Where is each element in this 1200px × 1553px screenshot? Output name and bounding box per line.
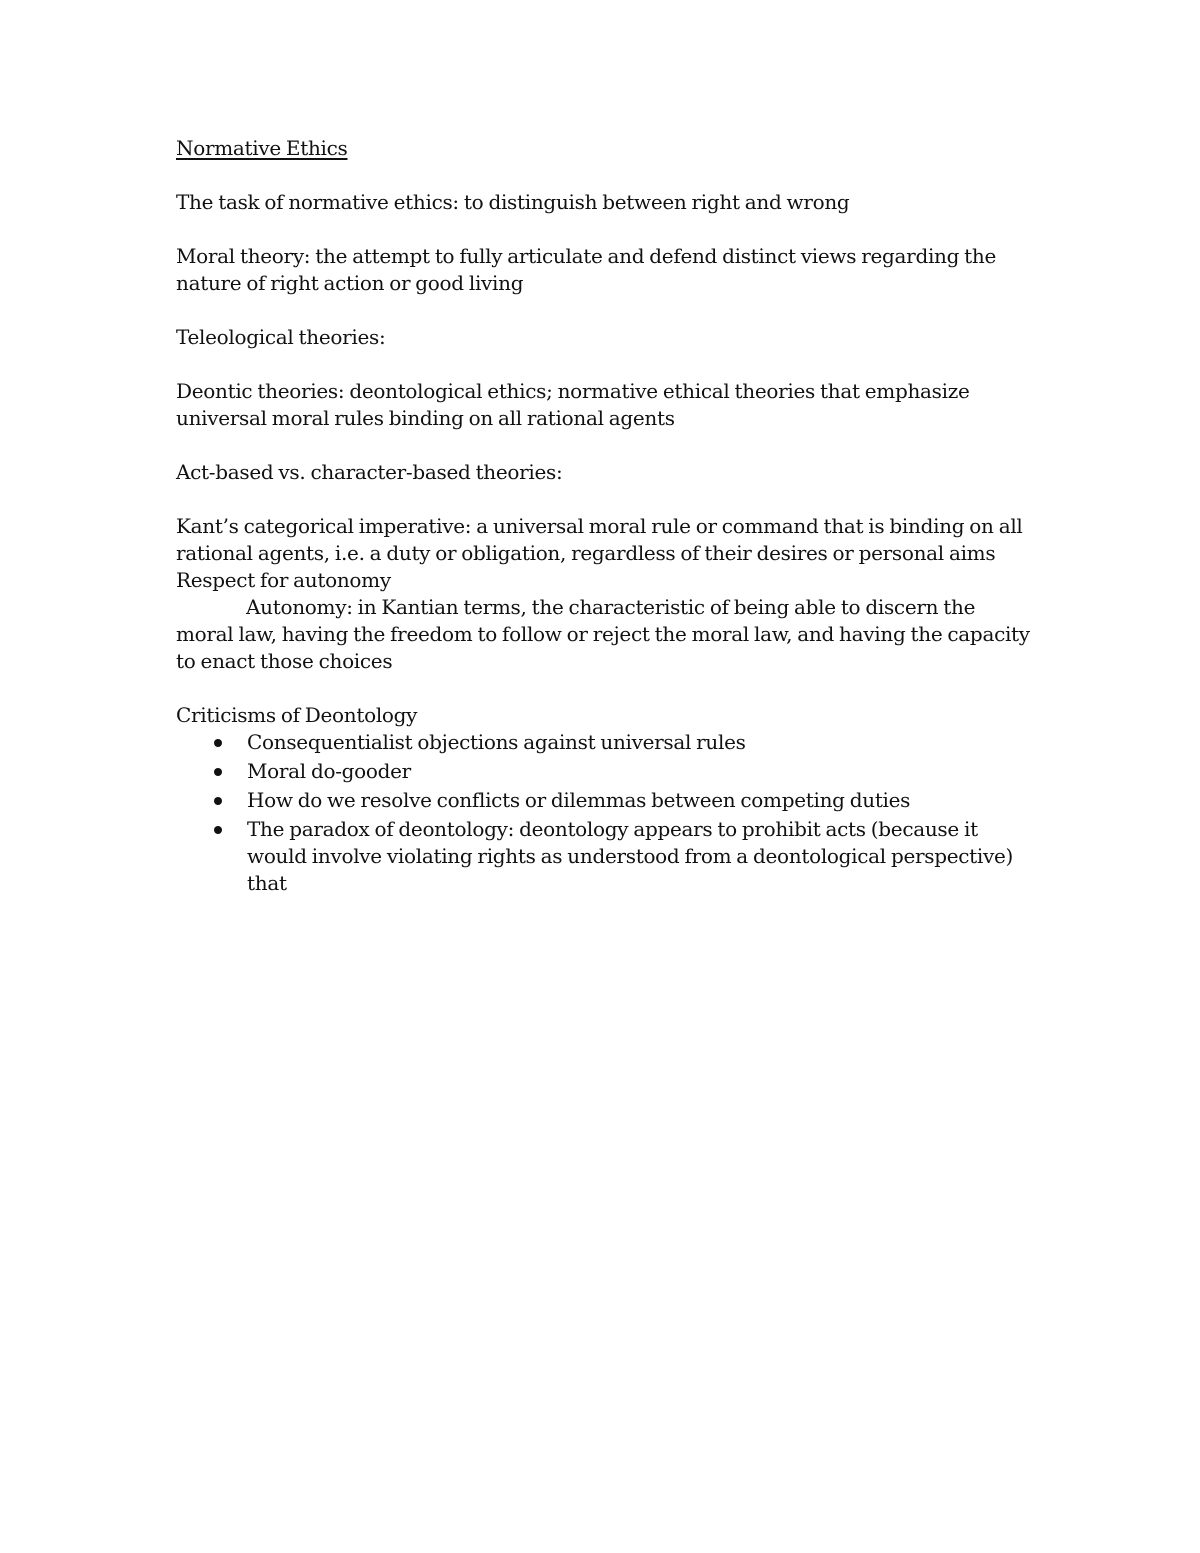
bullet-icon [214,739,222,747]
respect-line: Respect for autonomy [176,568,391,592]
moral-theory-paragraph: Moral theory: the attempt to fully articulate and defend distinct views regarding the nature of right action or good living [176,244,997,295]
deontic-paragraph: Deontic theories: deontological ethics; normative ethical theories that emphasize universal moral rules binding on all rational agents [176,379,970,430]
list-item [176,787,1036,814]
document-title: Normative Ethics [176,136,348,160]
bullet-icon [214,768,222,776]
task-paragraph: The task of normative ethics: to distinguish between right and wrong [176,190,850,214]
criticisms-list [176,729,1036,897]
list-item [176,758,1036,785]
criticisms-heading: Criticisms of Deontology [176,703,418,727]
act-based-paragraph: Act-based vs. character-based theories: [176,460,563,484]
bullet-icon [214,826,222,834]
autonomy-paragraph: Autonomy: in Kantian terms, the characteristic of being able to discern the moral law, having the freedom to follow or reject the moral law, and having the capacity to enact those choices [176,595,1030,673]
document-body [176,135,1036,899]
list-item-text: Consequentialist objections against universal rules [247,730,746,754]
list-item-text: The paradox of deontology: deontology appears to prohibit acts (because it would involve violating rights as understood from a deontological perspective) that [247,817,1014,895]
list-item-text: Moral do-gooder [247,759,411,783]
list-item-text: How do we resolve conflicts or dilemmas between competing duties [247,788,911,812]
teleological-paragraph: Teleological theories: [176,325,386,349]
list-item [176,729,1036,756]
kant-paragraph: Kant’s categorical imperative: a universal moral rule or command that is binding on all rational agents, i.e. a duty or obligation, regardless of their desires or personal aims [176,514,1023,565]
bullet-icon [214,797,222,805]
list-item [176,816,1036,897]
